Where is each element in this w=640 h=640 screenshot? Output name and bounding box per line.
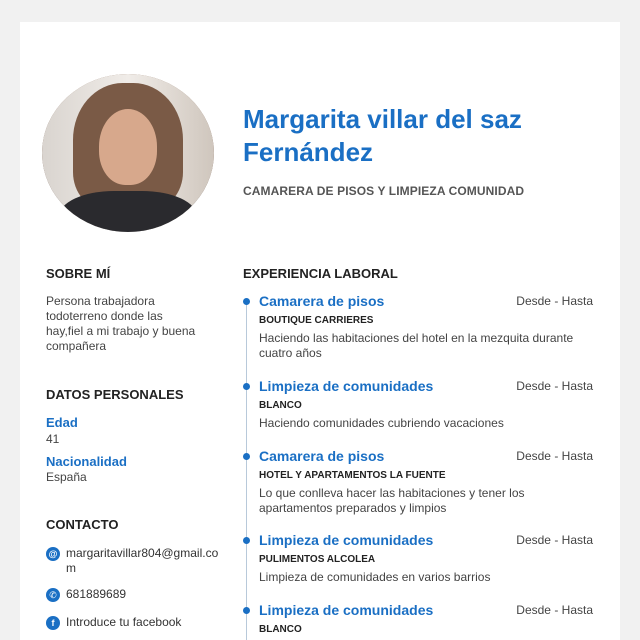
- nationality-value: España: [46, 470, 87, 484]
- experience-title: EXPERIENCIA LABORAL: [243, 266, 398, 281]
- candidate-role: CAMARERA DE PISOS Y LIMPIEZA COMUNIDAD: [243, 184, 525, 198]
- about-title: SOBRE MÍ: [46, 266, 111, 281]
- timeline-dot: [243, 453, 250, 460]
- phone-icon: ✆: [46, 588, 60, 602]
- job-title: Limpieza de comunidades: [259, 378, 434, 394]
- facebook-icon: f: [46, 616, 60, 630]
- contact-facebook[interactable]: Introduce tu facebook: [66, 615, 182, 629]
- job-description: Haciendo comunidades cubriendo vacaciones: [259, 416, 504, 430]
- contact-phone[interactable]: 681889689: [66, 587, 127, 601]
- contact-email-row[interactable]: [46, 546, 226, 576]
- job-dates: Desde - Hasta: [516, 294, 593, 308]
- nationality-label: Nacionalidad: [46, 454, 127, 469]
- age-value: 41: [46, 432, 60, 446]
- candidate-name: Margarita villar del saz Fernández: [243, 104, 522, 167]
- job-description: Limpieza de comunidades en varios barrios: [259, 570, 491, 584]
- contact-facebook-row[interactable]: [46, 615, 181, 630]
- contact-title: CONTACTO: [46, 517, 119, 532]
- job-description: Haciendo las habitaciones del hotel en la mezquita durante cuatro años: [259, 331, 574, 360]
- timeline-dot: [243, 537, 250, 544]
- job-company: BLANCO: [259, 400, 302, 411]
- timeline-line: [246, 300, 247, 640]
- age-label: Edad: [46, 415, 78, 430]
- job-description: Lo que conlleva hacer las habitaciones y tener los apartamentos preparados y limpios: [259, 486, 525, 515]
- job-title: Camarera de pisos: [259, 448, 385, 464]
- job-company: PULIMENTOS ALCOLEA: [259, 554, 376, 565]
- contact-phone-row[interactable]: [46, 587, 126, 602]
- job-title: Camarera de pisos: [259, 293, 385, 309]
- job-company: BLANCO: [259, 624, 302, 635]
- timeline-dot: [243, 383, 250, 390]
- job-dates: Desde - Hasta: [516, 379, 593, 393]
- job-company: BOUTIQUE CARRIERES: [259, 315, 374, 326]
- job-dates: Desde - Hasta: [516, 603, 593, 617]
- profile-photo: [42, 74, 214, 232]
- job-title: Limpieza de comunidades: [259, 602, 434, 618]
- timeline-dot: [243, 298, 250, 305]
- job-dates: Desde - Hasta: [516, 449, 593, 463]
- timeline-dot: [243, 607, 250, 614]
- job-dates: Desde - Hasta: [516, 533, 593, 547]
- job-title: Limpieza de comunidades: [259, 532, 434, 548]
- job-company: HOTEL Y APARTAMENTOS LA FUENTE: [259, 470, 446, 481]
- contact-email[interactable]: margaritavillar804@gmail.com: [66, 546, 219, 575]
- email-icon: @: [46, 547, 60, 561]
- about-text: Persona trabajadora todoterreno donde las hay,fiel a mi trabajo y buena compañera: [46, 294, 196, 353]
- personal-title: DATOS PERSONALES: [46, 387, 184, 402]
